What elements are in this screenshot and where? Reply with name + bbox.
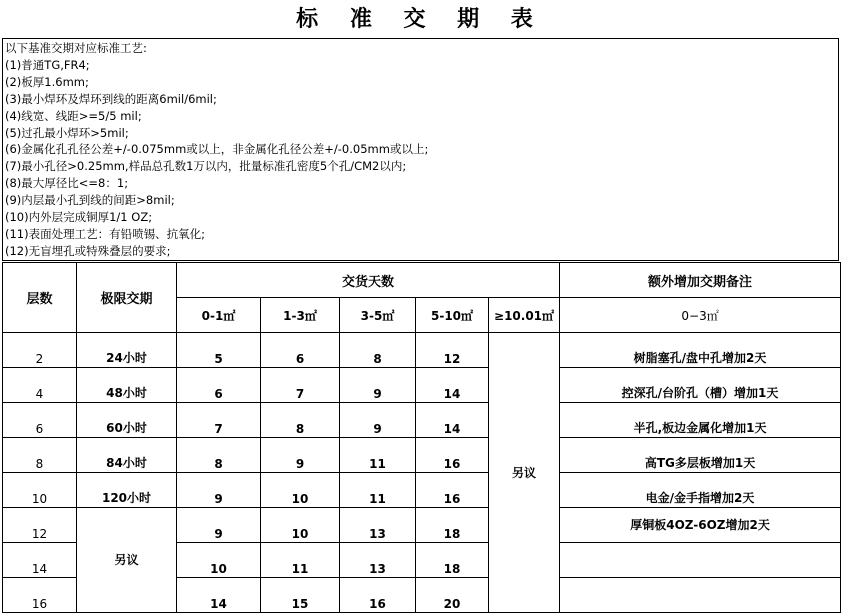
header-notes-range: 0−3㎡ [560,298,841,333]
intro-text: 以下基准交期对应标准工艺: [5,41,147,55]
delivery-table [2,262,841,613]
process-item: (12)无盲埋孔或特殊叠层的要求; [5,243,171,258]
cell-note: 电金/金手指增加2天 [560,473,841,508]
cell-days: 18 [416,508,489,543]
cell-days: 9 [177,508,261,543]
cell-note [560,543,841,578]
cell-limit-merged: 另议 [77,508,177,613]
cell-note: 控深孔/台阶孔（槽）增加1天 [560,368,841,403]
process-item: (9)内层最小孔到线的间距>8mil; [5,193,175,208]
process-item: (2)板厚1.6mm; [5,74,89,89]
cell-note: 高TG多层板增加1天 [560,438,841,473]
process-item: (3)最小焊环及焊环到线的距离6mil/6mil; [5,91,217,106]
cell-days: 9 [340,403,416,438]
table-row [3,473,841,508]
cell-note: 半孔,板边金属化增加1天 [560,403,841,438]
header-limit: 极限交期 [77,263,177,333]
cell-days: 11 [340,438,416,473]
header-area-range: 0-1㎡ [177,298,261,333]
cell-note: 厚铜板4OZ-6OZ增加2天 [560,508,841,543]
cell-layers: 6 [3,403,77,438]
header-area-range: 1-3㎡ [261,298,340,333]
cell-limit: 60小时 [77,403,177,438]
cell-days: 9 [340,368,416,403]
table-row [3,368,841,403]
cell-days: 10 [261,473,340,508]
cell-days: 14 [177,578,261,613]
cell-days: 11 [261,543,340,578]
cell-days: 14 [416,368,489,403]
cell-days: 10 [261,508,340,543]
page-title: 标 准 交 期 表 [296,6,545,32]
process-item: (6)金属化孔孔径公差+/-0.075mm或以上，非金属化孔径公差+/-0.05mm或以上; [5,142,429,157]
cell-over-10-merged: 另议 [489,333,560,613]
cell-days: 16 [416,438,489,473]
cell-days: 8 [177,438,261,473]
table-row [3,438,841,473]
header-delivery-days: 交货天数 [177,263,560,298]
cell-limit: 48小时 [77,368,177,403]
cell-days: 10 [177,543,261,578]
process-item: (11)表面处理工艺：有铅喷锡、抗氧化; [5,226,205,241]
table-row [3,333,841,368]
standard-process-box [2,38,839,261]
cell-layers: 14 [3,543,77,578]
cell-limit: 24小时 [77,333,177,368]
cell-note: 树脂塞孔/盘中孔增加2天 [560,333,841,368]
process-item: (4)线宽、线距>=5/5 mil; [5,108,142,123]
header-extra-notes: 额外增加交期备注 [560,263,841,298]
cell-days: 13 [340,508,416,543]
cell-days: 5 [177,333,261,368]
process-item: (7)最小孔径>0.25mm,样品总孔数1万以内，批量标准孔密度5个孔/CM2以内; [5,159,407,174]
cell-layers: 8 [3,438,77,473]
cell-days: 18 [416,543,489,578]
cell-note [560,578,841,613]
process-item: (8)最大厚径比<=8：1; [5,176,129,191]
cell-days: 8 [261,403,340,438]
cell-days: 11 [340,473,416,508]
header-area-range: 3-5㎡ [340,298,416,333]
cell-days: 9 [261,438,340,473]
cell-days: 6 [261,333,340,368]
cell-layers: 10 [3,473,77,508]
cell-days: 14 [416,403,489,438]
table-row [3,508,841,543]
header-area-range: ≥10.01㎡ [489,298,560,333]
cell-days: 9 [177,473,261,508]
header-layers: 层数 [3,263,77,333]
cell-days: 12 [416,333,489,368]
process-item: (10)内外层完成铜厚1/1 OZ; [5,210,153,225]
cell-limit: 84小时 [77,438,177,473]
process-item: (5)过孔最小焊环>5mil; [5,125,129,140]
cell-days: 16 [340,578,416,613]
process-item: (1)普通TG,FR4; [5,57,90,72]
cell-limit: 120小时 [77,473,177,508]
cell-days: 7 [177,403,261,438]
cell-layers: 2 [3,333,77,368]
cell-days: 7 [261,368,340,403]
cell-layers: 4 [3,368,77,403]
cell-days: 6 [177,368,261,403]
cell-days: 16 [416,473,489,508]
cell-days: 13 [340,543,416,578]
cell-layers: 12 [3,508,77,543]
cell-days: 8 [340,333,416,368]
cell-days: 15 [261,578,340,613]
cell-layers: 16 [3,578,77,613]
cell-days: 20 [416,578,489,613]
table-row [3,403,841,438]
header-area-range: 5-10㎡ [416,298,489,333]
